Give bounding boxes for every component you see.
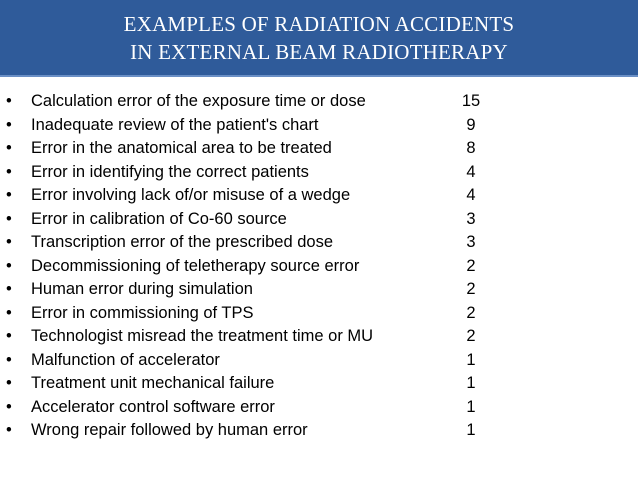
bullet-icon: • <box>6 209 12 228</box>
slide-title-line-2: IN EXTERNAL BEAM RADIOTHERAPY <box>130 40 508 64</box>
accident-count: 15 <box>461 92 481 110</box>
accident-cause: Wrong repair followed by human error <box>31 421 308 439</box>
bullet-icon: • <box>6 139 12 157</box>
list-item <box>0 255 638 279</box>
accident-count: 1 <box>466 397 476 416</box>
accident-count: 3 <box>466 233 476 251</box>
list-item <box>0 184 638 208</box>
accident-count: 1 <box>466 350 476 369</box>
bullet-icon: • <box>6 421 12 439</box>
accident-cause: Error in identifying the correct patients <box>31 162 309 181</box>
accident-count: 4 <box>466 162 476 181</box>
accident-count: 1 <box>466 421 476 439</box>
accident-cause: Accelerator control software error <box>31 397 275 416</box>
list-item <box>0 396 638 420</box>
accident-list <box>0 90 638 443</box>
list-item <box>0 161 638 185</box>
accident-count: 9 <box>466 115 476 134</box>
accident-cause: Error in commissioning of TPS <box>31 303 254 322</box>
accident-count: 8 <box>466 139 476 157</box>
bullet-icon: • <box>6 280 12 298</box>
list-item <box>0 114 638 138</box>
bullet-icon: • <box>6 350 12 369</box>
list-item <box>0 231 638 255</box>
bullet-icon: • <box>6 162 12 181</box>
list-item <box>0 325 638 349</box>
list-item <box>0 137 638 161</box>
bullet-icon: • <box>6 92 12 110</box>
bullet-icon: • <box>6 374 12 392</box>
accident-cause: Calculation error of the exposure time or dose <box>31 92 366 110</box>
list-item <box>0 302 638 326</box>
accident-count: 2 <box>466 327 476 345</box>
bullet-icon: • <box>6 186 12 204</box>
accident-cause: Inadequate review of the patient's chart <box>31 115 319 134</box>
bullet-icon: • <box>6 303 12 322</box>
accident-cause: Error in calibration of Co-60 source <box>31 209 287 228</box>
accident-cause: Decommissioning of teletherapy source error <box>31 256 360 275</box>
accident-cause: Transcription error of the prescribed dose <box>31 233 334 251</box>
accident-cause: Malfunction of accelerator <box>31 350 220 369</box>
accident-cause: Error involving lack of/or misuse of a wedge <box>31 186 351 204</box>
accident-count: 1 <box>466 374 476 392</box>
bullet-icon: • <box>6 233 12 251</box>
bullet-icon: • <box>6 115 12 134</box>
accident-count: 4 <box>466 186 476 204</box>
accident-cause: Treatment unit mechanical failure <box>31 374 275 392</box>
accident-cause: Technologist misread the treatment time or MU <box>31 327 374 345</box>
accident-count: 2 <box>466 280 476 298</box>
list-item <box>0 419 638 443</box>
accident-cause: Error in the anatomical area to be treated <box>31 139 332 157</box>
list-item <box>0 349 638 373</box>
list-item <box>0 90 638 114</box>
accident-count: 2 <box>466 256 476 275</box>
list-item <box>0 208 638 232</box>
list-item <box>0 278 638 302</box>
bullet-icon: • <box>6 256 12 275</box>
accident-count: 3 <box>466 209 476 228</box>
accident-cause: Human error during simulation <box>31 280 253 298</box>
slide-title-line-1: EXAMPLES OF RADIATION ACCIDENTS <box>123 12 515 36</box>
list-item <box>0 372 638 396</box>
accident-count: 2 <box>466 303 476 322</box>
title-banner <box>0 0 638 77</box>
bullet-icon: • <box>6 327 12 345</box>
bullet-icon: • <box>6 397 12 416</box>
